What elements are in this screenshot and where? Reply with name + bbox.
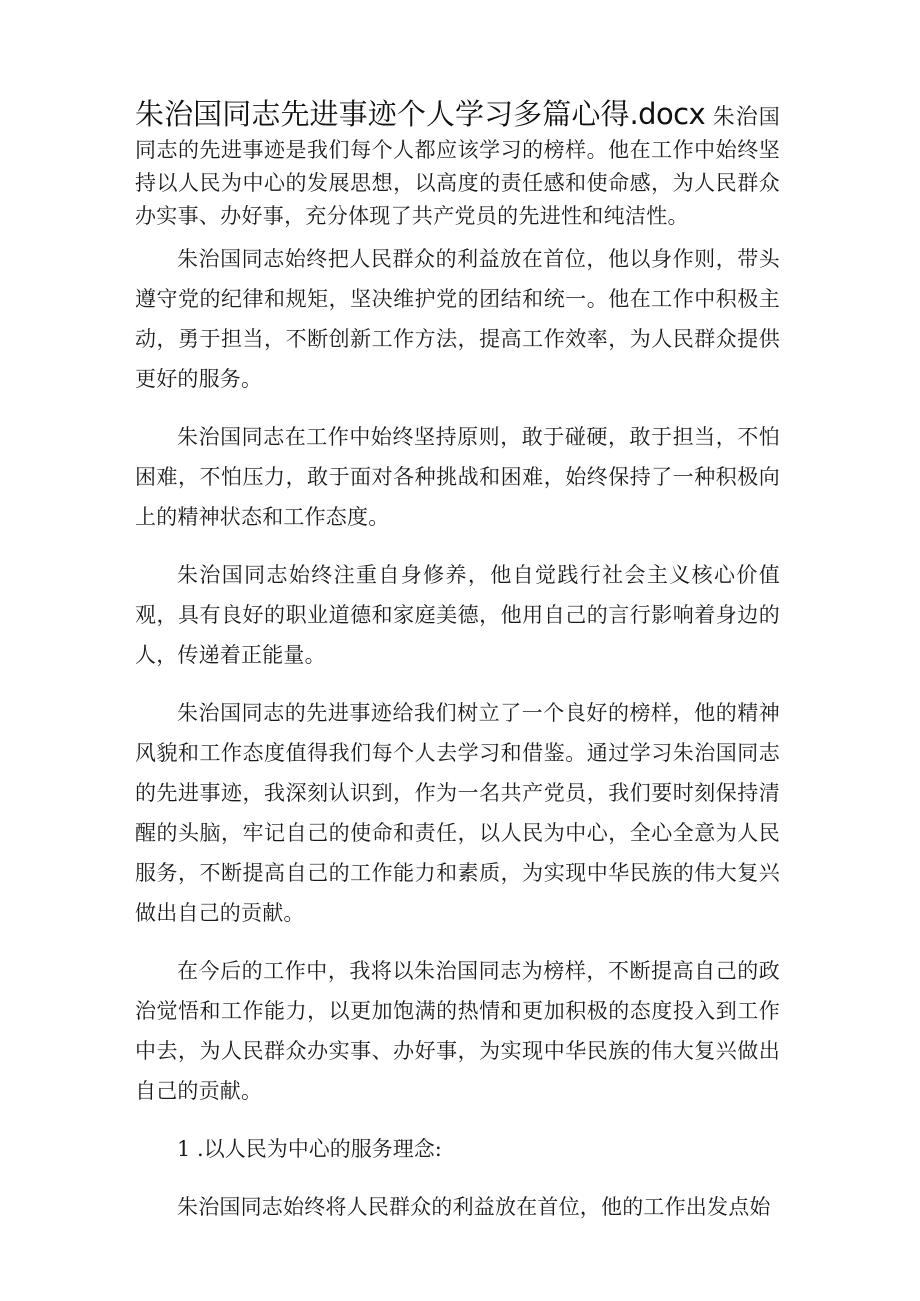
paragraph-last: 朱治国同志始终将人民群众的利益放在首位，他的工作出发点始 bbox=[177, 1195, 771, 1219]
paragraph-2: 朱治国同志在工作中始终坚持原则，敢于碰硬，敢于担当，不怕困难，不怕压力，敢于面对各种挑战和困难，始终保持了一种积极向上的精神状态和工作态度。 bbox=[135, 425, 780, 529]
document-title: 朱治国同志先进事迹个人学习多篇心得.docx bbox=[135, 97, 706, 131]
paragraph-4: 朱治国同志的先进事迹给我们树立了一个良好的榜样，他的精神风貌和工作态度值得我们每个人去学习和借鉴。通过学习朱治国同志的先进事迹，我深刻认识到，作为一名共产党员，我们要时刻保持清醒的头脑，牢记自己的使命和责任，以人民为中心，全心全意为人民服务，不断提高自己的工作能力和素质，为实现中华民族的伟大复兴做出自己的贡献。 bbox=[135, 701, 780, 925]
document-body bbox=[135, 98, 780, 1245]
paragraph-1: 朱治国同志始终把人民群众的利益放在首位，他以身作则，带头遵守党的纪律和规矩，坚决维护党的团结和统一。他在工作中积极主动，勇于担当，不断创新工作方法，提高工作效率，为人民群众提供更好的服务。 bbox=[135, 247, 780, 391]
paragraph-3: 朱治国同志始终注重自身修养，他自觉践行社会主义核心价值观，具有良好的职业道德和家庭美德，他用自己的言行影响着身边的人，传递着正能量。 bbox=[135, 563, 780, 667]
intro-text: 国同志的先进事迹是我们每个人都应该学习的榜样。他在工作中始终坚持以人民为中心的发展思想，以高度的责任感和使命感，为人民群众办实事、办好事，充分体现了共产党员的先进性和纯洁性。 bbox=[135, 105, 780, 228]
title-block bbox=[135, 98, 780, 233]
list-item-heading: 1 .以人民为中心的服务理念: bbox=[177, 1137, 442, 1161]
document-title-tail: 朱治 bbox=[712, 105, 759, 130]
paragraph-5: 在今后的工作中，我将以朱治国同志为榜样，不断提高自己的政治觉悟和工作能力，以更加饱满的热情和更加积极的态度投入到工作中去，为人民群众办实事、办好事，为实现中华民族的伟大复兴做出自己的贡献。 bbox=[135, 959, 780, 1103]
